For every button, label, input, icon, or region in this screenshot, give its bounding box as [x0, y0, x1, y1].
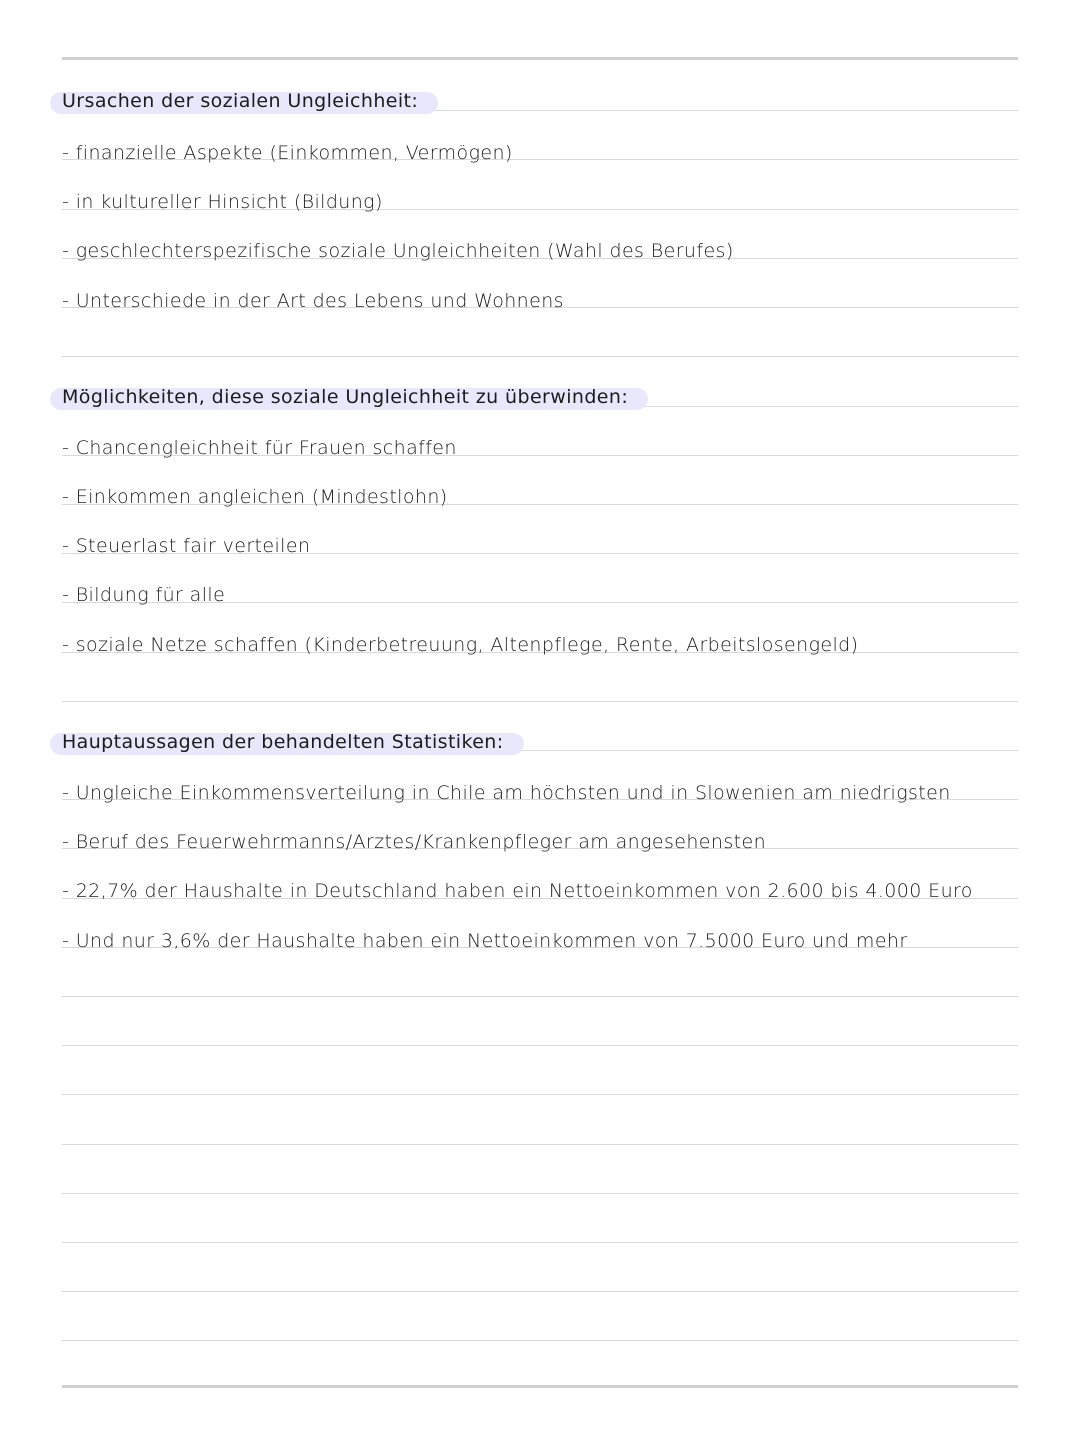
heading-text: Möglichkeiten, diese soziale Ungleichheit zu überwinden: [62, 386, 629, 408]
list-item: - soziale Netze schaffen (Kinderbetreuung, Altenpflege, Rente, Arbeitslosengeld) [62, 634, 859, 656]
ruled-line [62, 1291, 1018, 1292]
list-item: - in kultureller Hinsicht (Bildung) [62, 191, 383, 213]
list-item: - finanzielle Aspekte (Einkommen, Vermögen) [62, 142, 513, 164]
list-item: - geschlechterspezifische soziale Ungleichheiten (Wahl des Berufes) [62, 240, 734, 262]
list-item: - Ungleiche Einkommensverteilung in Chile am höchsten und in Slowenien am niedrigsten [62, 782, 951, 804]
list-item: - Unterschiede in der Art des Lebens und Wohnens [62, 290, 564, 312]
heading-text: Hauptaussagen der behandelten Statistiken: [62, 731, 504, 753]
bottom-border-rule [62, 1385, 1018, 1388]
ruled-line [62, 701, 1018, 702]
heading-text: Ursachen der sozialen Ungleichheit: [62, 90, 419, 112]
ruled-line [62, 356, 1018, 357]
list-item: - Bildung für alle [62, 584, 226, 606]
list-item: - 22,7% der Haushalte in Deutschland haben ein Nettoeinkommen von 2.600 bis 4.000 Euro [62, 880, 973, 902]
list-item: - Steuerlast fair verteilen [62, 535, 311, 557]
section-heading-statistics [50, 731, 524, 757]
top-border-rule [62, 57, 1018, 60]
ruled-line [62, 1045, 1018, 1046]
list-item: - Chancengleichheit für Frauen schaffen [62, 437, 457, 459]
list-item: - Einkommen angleichen (Mindestlohn) [62, 486, 448, 508]
section-heading-causes [50, 90, 438, 116]
list-item: - Beruf des Feuerwehrmanns/Arztes/Krankenpfleger am angesehensten [62, 831, 767, 853]
heading-highlight [50, 733, 524, 755]
ruled-line [62, 1242, 1018, 1243]
ruled-line [62, 1144, 1018, 1145]
ruled-line [62, 1094, 1018, 1095]
ruled-line [62, 1340, 1018, 1341]
heading-highlight [50, 388, 648, 410]
ruled-line [62, 1193, 1018, 1194]
heading-highlight [50, 92, 438, 114]
section-heading-solutions [50, 386, 648, 412]
ruled-line [62, 996, 1018, 997]
list-item: - Und nur 3,6% der Haushalte haben ein Nettoeinkommen von 7.5000 Euro und mehr [62, 930, 908, 952]
